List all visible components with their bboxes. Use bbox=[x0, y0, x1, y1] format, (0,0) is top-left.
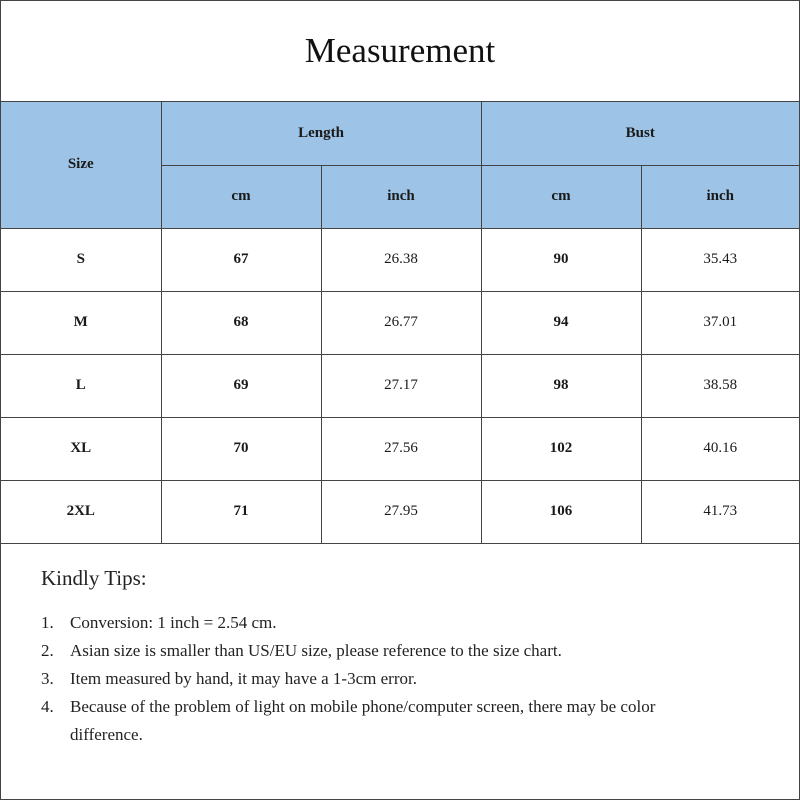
tips-title: Kindly Tips: bbox=[41, 565, 147, 590]
length-inch-cell: 26.38 bbox=[321, 228, 481, 291]
list-number: 2. bbox=[41, 640, 54, 660]
size-cell: 2XL bbox=[1, 480, 161, 543]
length-cm-cell: 70 bbox=[161, 417, 321, 480]
bust-inch-cell: 37.01 bbox=[641, 291, 799, 354]
list-item bbox=[41, 693, 701, 749]
length-cm-cell: 71 bbox=[161, 480, 321, 543]
page-title: Measurement bbox=[1, 1, 799, 102]
list-number: 1. bbox=[41, 612, 54, 632]
bust-cm-header: cm bbox=[481, 165, 641, 228]
table-row bbox=[1, 228, 799, 291]
table-row bbox=[1, 417, 799, 480]
length-inch-cell: 27.17 bbox=[321, 354, 481, 417]
length-group-header: Length bbox=[161, 102, 481, 165]
list-text: Item measured by hand, it may have a 1-3cm error. bbox=[70, 668, 417, 688]
bust-inch-header: inch bbox=[641, 165, 799, 228]
length-cm-cell: 69 bbox=[161, 354, 321, 417]
tips-section bbox=[1, 544, 799, 749]
bust-inch-cell: 38.58 bbox=[641, 354, 799, 417]
list-number: 4. bbox=[41, 696, 54, 716]
bust-cm-cell: 102 bbox=[481, 417, 641, 480]
length-inch-header: inch bbox=[321, 165, 481, 228]
length-cm-header: cm bbox=[161, 165, 321, 228]
length-inch-cell: 26.77 bbox=[321, 291, 481, 354]
list-number: 3. bbox=[41, 668, 54, 688]
table-header-row bbox=[1, 102, 799, 165]
list-item bbox=[41, 637, 701, 665]
bust-cm-cell: 98 bbox=[481, 354, 641, 417]
list-text: Because of the problem of light on mobile phone/computer screen, there may be color difference. bbox=[70, 696, 656, 744]
bust-inch-cell: 40.16 bbox=[641, 417, 799, 480]
length-inch-cell: 27.95 bbox=[321, 480, 481, 543]
size-cell: S bbox=[1, 228, 161, 291]
length-inch-cell: 27.56 bbox=[321, 417, 481, 480]
bust-inch-cell: 41.73 bbox=[641, 480, 799, 543]
tips-list bbox=[41, 609, 701, 749]
table-row bbox=[1, 291, 799, 354]
size-cell: L bbox=[1, 354, 161, 417]
size-column-header: Size bbox=[1, 102, 161, 228]
bust-inch-cell: 35.43 bbox=[641, 228, 799, 291]
length-cm-cell: 67 bbox=[161, 228, 321, 291]
size-table bbox=[1, 102, 799, 544]
size-cell: XL bbox=[1, 417, 161, 480]
length-cm-cell: 68 bbox=[161, 291, 321, 354]
bust-cm-cell: 106 bbox=[481, 480, 641, 543]
list-item bbox=[41, 609, 701, 637]
bust-cm-cell: 90 bbox=[481, 228, 641, 291]
size-cell: M bbox=[1, 291, 161, 354]
bust-cm-cell: 94 bbox=[481, 291, 641, 354]
list-text: Conversion: 1 inch = 2.54 cm. bbox=[70, 612, 277, 632]
list-item bbox=[41, 665, 701, 693]
table-row bbox=[1, 354, 799, 417]
bust-group-header: Bust bbox=[481, 102, 799, 165]
table-row bbox=[1, 480, 799, 543]
list-text: Asian size is smaller than US/EU size, please reference to the size chart. bbox=[70, 640, 562, 660]
